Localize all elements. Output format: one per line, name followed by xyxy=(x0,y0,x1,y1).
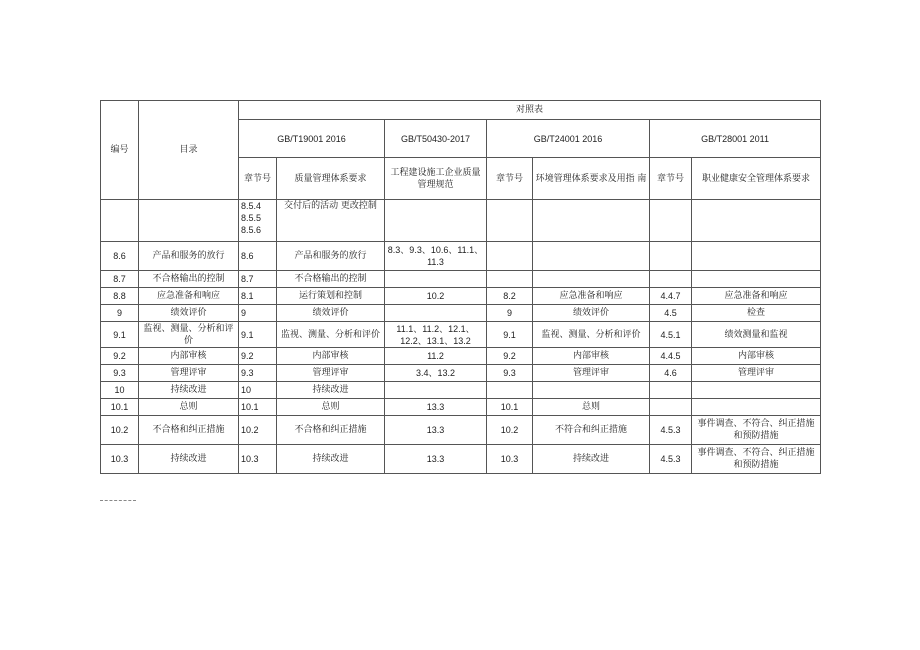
row-code: 9.2 xyxy=(101,348,139,365)
row-env-clause xyxy=(533,271,650,288)
row-quality-clause: 绩效评价 xyxy=(277,305,385,322)
row-quality-chapter: 10 xyxy=(239,382,277,399)
row-quality-chapter: 8.6 xyxy=(239,242,277,271)
footer-divider xyxy=(100,500,136,501)
row-code: 9.3 xyxy=(101,365,139,382)
subheader-chapter: 章节号 xyxy=(650,158,692,200)
header-catalog: 目录 xyxy=(139,101,239,200)
row-quality-clause: 持续改进 xyxy=(277,445,385,474)
row-env-clause: 绩效评价 xyxy=(533,305,650,322)
row-env-chapter: 10.3 xyxy=(487,445,533,474)
row-quality-chapter: 9.1 xyxy=(239,322,277,348)
row-ohs-chapter: 4.6 xyxy=(650,365,692,382)
row-code: 10.2 xyxy=(101,416,139,445)
row-construction-clause: 11.1、11.2、12.1、12.2、13.1、13.2 xyxy=(385,322,487,348)
row-env-chapter: 9 xyxy=(487,305,533,322)
row-ohs-chapter: 4.4.7 xyxy=(650,288,692,305)
row-catalog: 应急准备和响应 xyxy=(139,288,239,305)
comparison-table xyxy=(100,100,821,474)
row-quality-chapter: 9 xyxy=(239,305,277,322)
row-catalog: 持续改进 xyxy=(139,382,239,399)
row-env-clause: 持续改进 xyxy=(533,445,650,474)
row-ohs-chapter: 4.5.3 xyxy=(650,416,692,445)
row-catalog: 产品和服务的放行 xyxy=(139,242,239,271)
row-ohs-clause xyxy=(692,382,821,399)
row-ohs-chapter xyxy=(650,382,692,399)
table-row xyxy=(101,305,821,322)
row-construction-clause xyxy=(385,271,487,288)
row-ohs-clause xyxy=(692,200,821,242)
row-env-clause: 内部审核 xyxy=(533,348,650,365)
row-construction-clause xyxy=(385,305,487,322)
subheader-ohs: 职业健康安全管理体系要求 xyxy=(692,158,821,200)
row-env-chapter: 9.3 xyxy=(487,365,533,382)
row-env-chapter: 9.2 xyxy=(487,348,533,365)
row-quality-chapter: 10.1 xyxy=(239,399,277,416)
row-quality-clause: 监视、测量、分析和评价 xyxy=(277,322,385,348)
row-ohs-clause xyxy=(692,242,821,271)
row-construction-clause: 13.3 xyxy=(385,416,487,445)
row-env-chapter: 10.1 xyxy=(487,399,533,416)
row-ohs-chapter xyxy=(650,242,692,271)
row-catalog: 内部审核 xyxy=(139,348,239,365)
row-quality-clause: 不合格输出的控制 xyxy=(277,271,385,288)
row-env-clause: 总则 xyxy=(533,399,650,416)
row-ohs-clause: 应急准备和响应 xyxy=(692,288,821,305)
row-ohs-chapter: 4.5.3 xyxy=(650,445,692,474)
row-ohs-clause xyxy=(692,399,821,416)
row-env-clause xyxy=(533,242,650,271)
row-env-chapter: 8.2 xyxy=(487,288,533,305)
row-env-clause: 应急准备和响应 xyxy=(533,288,650,305)
standard-gb19001: GB/T19001 2016 xyxy=(239,120,385,158)
row-ohs-clause: 内部审核 xyxy=(692,348,821,365)
row-ohs-clause: 事件调查、不符合、纠正措施和预防措施 xyxy=(692,445,821,474)
row-quality-clause: 内部审核 xyxy=(277,348,385,365)
row-catalog: 管理评审 xyxy=(139,365,239,382)
table-row xyxy=(101,242,821,271)
row-catalog: 不合格输出的控制 xyxy=(139,271,239,288)
row-env-chapter xyxy=(487,242,533,271)
row-ohs-clause: 管理评审 xyxy=(692,365,821,382)
row-quality-clause: 产品和服务的放行 xyxy=(277,242,385,271)
row-code: 10 xyxy=(101,382,139,399)
row-env-chapter: 10.2 xyxy=(487,416,533,445)
row-quality-clause: 运行策划和控制 xyxy=(277,288,385,305)
standard-gb50430: GB/T50430-2017 xyxy=(385,120,487,158)
row-code xyxy=(101,200,139,242)
row-construction-clause: 13.3 xyxy=(385,399,487,416)
row-ohs-clause: 绩效测量和监视 xyxy=(692,322,821,348)
header-code: 编号 xyxy=(101,101,139,200)
row-ohs-chapter: 4.5 xyxy=(650,305,692,322)
standard-gb24001: GB/T24001 2016 xyxy=(487,120,650,158)
row-catalog: 持续改进 xyxy=(139,445,239,474)
row-construction-clause: 3.4、13.2 xyxy=(385,365,487,382)
subheader-quality: 质量管理体系要求 xyxy=(277,158,385,200)
row-quality-clause: 交付后的活动 更改控制 xyxy=(277,200,385,242)
subheader-environment: 环境管理体系要求及用指 南 xyxy=(533,158,650,200)
row-construction-clause: 13.3 xyxy=(385,445,487,474)
row-env-chapter xyxy=(487,382,533,399)
table-row xyxy=(101,348,821,365)
row-construction-clause xyxy=(385,382,487,399)
subheader-construction: 工程建设施工企业质量管理规范 xyxy=(385,158,487,200)
row-code: 8.6 xyxy=(101,242,139,271)
row-ohs-chapter: 4.4.5 xyxy=(650,348,692,365)
row-code: 10.3 xyxy=(101,445,139,474)
row-quality-clause: 总则 xyxy=(277,399,385,416)
row-code: 9.1 xyxy=(101,322,139,348)
row-catalog xyxy=(139,200,239,242)
table-row xyxy=(101,416,821,445)
row-ohs-chapter xyxy=(650,399,692,416)
row-quality-chapter: 9.3 xyxy=(239,365,277,382)
row-ohs-chapter: 4.5.1 xyxy=(650,322,692,348)
table-row xyxy=(101,382,821,399)
row-env-clause: 管理评审 xyxy=(533,365,650,382)
row-code: 10.1 xyxy=(101,399,139,416)
table-row xyxy=(101,271,821,288)
row-construction-clause: 8.3、9.3、10.6、11.1、11.3 xyxy=(385,242,487,271)
row-quality-clause: 持续改进 xyxy=(277,382,385,399)
table-row xyxy=(101,445,821,474)
row-construction-clause xyxy=(385,200,487,242)
row-quality-chapter: 10.3 xyxy=(239,445,277,474)
row-catalog: 绩效评价 xyxy=(139,305,239,322)
table-row xyxy=(101,365,821,382)
row-env-clause: 监视、测量、分析和评价 xyxy=(533,322,650,348)
row-ohs-clause xyxy=(692,271,821,288)
row-ohs-clause: 事件调查、不符合、纠正措施和预防措施 xyxy=(692,416,821,445)
row-construction-clause: 10.2 xyxy=(385,288,487,305)
row-quality-chapter: 10.2 xyxy=(239,416,277,445)
row-env-clause xyxy=(533,200,650,242)
row-env-chapter xyxy=(487,271,533,288)
table-row xyxy=(101,322,821,348)
subheader-chapter: 章节号 xyxy=(487,158,533,200)
row-ohs-chapter xyxy=(650,200,692,242)
row-catalog: 总则 xyxy=(139,399,239,416)
row-quality-chapter: 8.7 xyxy=(239,271,277,288)
subheader-chapter: 章节号 xyxy=(239,158,277,200)
row-construction-clause: 11.2 xyxy=(385,348,487,365)
row-quality-chapter: 8.5.4 8.5.5 8.5.6 xyxy=(239,200,277,242)
row-env-clause: 不符合和纠正措施 xyxy=(533,416,650,445)
table-row xyxy=(101,200,821,242)
row-env-chapter xyxy=(487,200,533,242)
row-quality-chapter: 9.2 xyxy=(239,348,277,365)
row-env-chapter: 9.1 xyxy=(487,322,533,348)
row-quality-clause: 不合格和纠正措施 xyxy=(277,416,385,445)
row-catalog: 不合格和纠正措施 xyxy=(139,416,239,445)
header-comparison: 对照表 xyxy=(239,101,821,120)
table-row xyxy=(101,288,821,305)
row-catalog: 监视、测量、分析和评价 xyxy=(139,322,239,348)
row-quality-clause: 管理评审 xyxy=(277,365,385,382)
row-ohs-clause: 检查 xyxy=(692,305,821,322)
row-code: 9 xyxy=(101,305,139,322)
row-ohs-chapter xyxy=(650,271,692,288)
row-code: 8.7 xyxy=(101,271,139,288)
row-quality-chapter: 8.1 xyxy=(239,288,277,305)
standard-gb28001: GB/T28001 2011 xyxy=(650,120,821,158)
table-row xyxy=(101,399,821,416)
row-env-clause xyxy=(533,382,650,399)
row-code: 8.8 xyxy=(101,288,139,305)
